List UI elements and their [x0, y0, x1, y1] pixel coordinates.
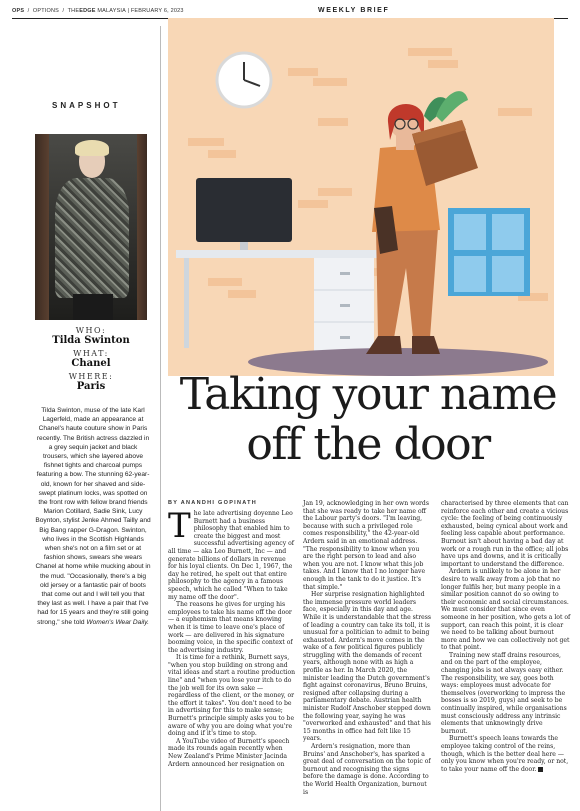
article-column-1 — [168, 506, 296, 768]
monitor-icon — [196, 178, 292, 250]
folio — [12, 8, 184, 14]
paragraph — [168, 506, 296, 601]
photo-hair — [75, 140, 109, 156]
window-icon — [448, 208, 530, 296]
snapshot-body-text: Tilda Swinton, muse of the late Karl Lagerfeld, made an appearance at Chanel's haute couture show in Paris recently. The British actress dazzled in a grey sequin jacket and black trousers, which she layered above fishnet tights and charcoal pumps featuring a bow. The stunning 62-year-old, known for her shaved and side-swept platinum locks, was spotted on the front row with fellow brand friends Marion Cotillard, Sadie Sink, Lucy Boynton, stylist Jenke Ahmed Tailly and Big Bang rapper G-Dragon. Swinton, who lives in the Scottish Highlands when she's not on a film set or at fashion shows, swears she wears Chanel at home while mucking about in the mud. "Occasionally, there's a big old jersey or a fantastic pair of boots that come out and I will tell you that they last as well. I have a pair that I've had for 15 years and they're still going strong," she told — [35, 407, 151, 626]
brand-suffix: MALAYSIA — [97, 8, 126, 14]
snapshot-heading: SNAPSHOT — [52, 101, 121, 110]
brand: EDGE — [79, 8, 96, 14]
drop-cap: T — [168, 506, 191, 546]
headline-line-1: Taking your name — [179, 369, 557, 420]
photo-curtain-right — [137, 134, 147, 320]
paragraph: Training new staff drains resources, and on the part of the employee, changing jobs is not always easy either. The responsibility, we say, goes both ways: employees must advocate for themselves (overworking to impress the bosses is so 2019, guys) and seek to be continually inspired, while organisations must consciously address any intrinsic elements that unknowingly drive burnout. — [441, 651, 567, 735]
office-scene-illustration — [168, 18, 554, 376]
folio-sep: | — [127, 8, 130, 14]
section-title: WEEKLY BRIEF — [318, 7, 390, 14]
who-value: Tilda Swinton — [52, 335, 130, 346]
column-divider — [160, 26, 161, 811]
article-headline — [168, 370, 568, 470]
folio-sep: / — [60, 8, 66, 14]
snapshot-details — [35, 326, 147, 395]
brand-prefix: THE — [67, 8, 80, 14]
article-illustration — [168, 18, 554, 376]
clock-icon — [217, 53, 271, 107]
who-label: WHO: — [75, 326, 107, 335]
paragraph: Ardern's resignation, more than Bruins' and Anschober's, has sparked a great deal of conversation on the topic of burnout and recognising the signs before the damage is done. According to the World Health Organization, burnout is — [303, 743, 431, 796]
paragraph: Her surprise resignation highlighted the immense pressure world leaders face, especially in this day and age. While it is understandable that the stress of leading a country can take its toll, it is unusual for a politician to admit to being exhausted. Ardern's move comes in the wake of a few political figures publicly struggling with the demands of recent years, although none with as high a profile as her. In March 2020, the minister leading the Dutch government's fight against coronavirus, Bruno Bruins, resigned after collapsing during a parliamentary debate. Austrian health minister Rudolf Anschober stepped down the following year, saying he was "overworked and exhausted" and that his 15 months in office had felt like 15 years. — [303, 591, 431, 743]
snapshot-photo — [35, 134, 147, 320]
paragraph-text: Burnett's speech leans towards the employee taking control of the reins, though, which is the better deal here — only you know when you're ready, or not, to take your name off the door. — [441, 735, 569, 773]
paragraph: The reasons he gives for urging his employees to take his name off the door — a euphemism that means knowing when it is time to leave one's place of work — are delivered in his signature booming voice, in the specific context of the advertising industry. — [168, 601, 293, 654]
photo-jacket — [55, 178, 129, 298]
what-label: WHAT: — [73, 349, 109, 358]
page-label: OPS — [12, 8, 25, 14]
paragraph: It is time for a rethink, Burnett says, "when you stop building on strong and vital ideas and start a routine production line" and "when you lose your itch to do the job well for its own sake — regardless of the client, or the money, or the effort it takes". You don't need to be in advertising for this to make sense; Burnett's principle simply asks you to be aware of why you are doing what you're doing and if it's time to stop. — [168, 654, 296, 738]
where-value: Paris — [76, 381, 106, 392]
issue-date: FEBRUARY 6, 2023 — [130, 8, 184, 14]
section-label: OPTIONS — [32, 8, 60, 14]
desk-icon — [176, 250, 398, 356]
folio-sep: / — [25, 8, 32, 14]
paragraph: characterised by three elements that can reinforce each other and create a vicious cycle: the feeling of being continuously exhausted, being cynical about work and feeling less capable about performance. Burnout isn't about having a bad day at work or a rough run in the office; all jobs have ups and downs, and it is critically important to understand the difference. — [441, 500, 569, 568]
paragraph — [441, 735, 571, 773]
photo-curtain-left — [35, 134, 49, 320]
paragraph: Ardern is unlikely to be alone in her desire to walk away from a job that no longer fulfils her, but many people in a similar position cannot do so owing to their economic and social circumstances. We must consider that since even someone in her position, who gets a lot of support, can reach this point, it is clear we need to be talking about burnout more and how we can collectively not get to that point. — [441, 568, 571, 652]
paragraph: Jan 19, acknowledging in her own words that she was ready to take her name off the Labour party's doors. "I'm leaving, because with such a privileged role comes responsibility," the 42-year-old Ardern said in an emotional address. "The responsibility to know when you are the right person to lead and also when you are not. I know what this job takes. And I know that I no longer have enough in the tank to do it justice. It's that simple." — [303, 500, 429, 591]
paragraph: A YouTube video of Burnett's speech made its rounds again recently when New Zealand's Prime Minister Jacinda Ardern announced her resignation on — [168, 737, 290, 768]
snapshot-source: Women's Wear Daily. — [86, 618, 149, 626]
headline-line-2: off the door — [246, 419, 490, 470]
photo-legs — [73, 294, 113, 320]
paragraph-text: he late advertising doyenne Leo Burnett had a business philosophy that enabled him to create the biggest and most successful advertising agency of all time — aka Leo Burnett, Inc — and generate billions of dollars in revenue for his loyal clients. On Dec 1, 1967, the day he retired, he spelt out that entire philosophy to the agency in a famous speech, which he called "When to take my name off the door". — [168, 510, 295, 601]
snapshot-body — [35, 406, 151, 627]
what-value: Chanel — [71, 358, 111, 369]
article-byline: BY ANANDHI GOPINATH — [168, 500, 258, 506]
article-column-2 — [303, 500, 431, 796]
end-mark-icon — [538, 767, 543, 772]
article-column-3 — [441, 500, 571, 773]
where-label: WHERE: — [68, 372, 114, 381]
